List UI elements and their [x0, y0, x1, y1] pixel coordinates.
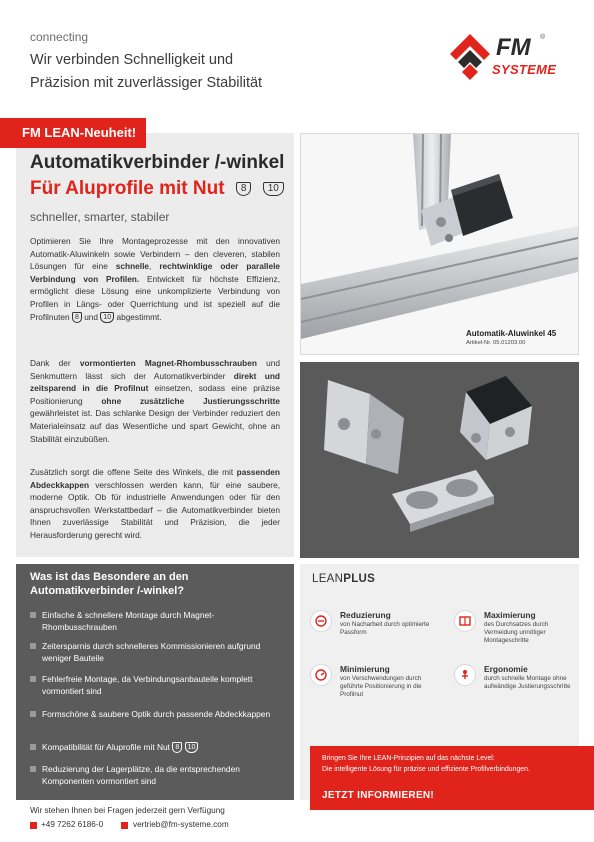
feature-text-compat: [42, 742, 272, 754]
nut-8-icon: 8: [236, 182, 252, 196]
footer-note: Wir stehen Ihnen bei Fragen jederzeit gern Verfügung: [30, 806, 225, 815]
header-headline-line2: Präzision mit zuverlässiger Stabilität: [30, 75, 263, 91]
p1-text-f: abgestimmt.: [114, 311, 162, 322]
footer-phone[interactable]: +49 7262 6186-0: [41, 820, 104, 829]
leanplus-text: des Durchsatzes durch Vermeidung unnötiger Montageschritte: [484, 621, 549, 645]
leanplus-title-b: PLUS: [343, 573, 376, 585]
fm-systeme-logo[interactable]: [448, 28, 574, 84]
phone-icon: [30, 822, 37, 829]
feature-text: Reduzierung der Lagerplätze, da die entsprechenden Komponenten vormontiert sind: [42, 764, 240, 786]
body-paragraph-2: [30, 357, 280, 445]
p1-text-c: ,: [149, 261, 160, 272]
feature-text: Einfache & schnellere Montage durch Magnet-Rhombusschrauben: [42, 610, 215, 632]
product-image-connectors: [300, 362, 579, 558]
cta-line-2: Die intelligente Lösung für präzise und effiziente Profilverbindungen.: [322, 766, 530, 773]
leanplus-title-a: LEAN: [312, 573, 344, 585]
features-heading: Was ist das Besondere an den Automatikverbinder /-winkel?: [30, 571, 189, 597]
p1-bold-2: rechtwinklige oder parallele Verbindung von Profilen.: [30, 261, 280, 284]
nut-10-icon: 10: [263, 182, 284, 196]
nut-10-icon: 10: [185, 742, 199, 753]
bullet-square-icon: [30, 766, 36, 772]
product-subtitle-text: Für Aluprofile mit Nut: [30, 178, 225, 199]
p3-text-c: verschlossen werden kann, für eine saubere, moderne Optik. Ob für industrielle Anwendungen oder für den anspruchsvollen Werkstattbedarf – die Automatikverbinder bieten Ihnen zuverlässige Stabilität und Präzision, die jeder Herausforderung gerecht wird.: [30, 479, 280, 540]
p2-bold-3: ohne zusätzliche Justierungsschritte: [101, 395, 280, 406]
nut-8-icon: 8: [172, 742, 182, 753]
p2-bold-2: direkt und zeitsparend in die Profilnut: [30, 370, 280, 394]
bullet-square-icon: [30, 711, 36, 717]
p3-bold-1: passenden Abdeckkappen: [30, 467, 280, 490]
p1-text-e: und: [81, 311, 101, 322]
logo-registered: ®: [540, 34, 546, 41]
reduce-icon: [310, 610, 332, 632]
leanplus-heading: Ergonomie: [484, 664, 528, 674]
p2-text-c: und Senkmuttern lässt sich der Automatikverbinder: [30, 358, 280, 381]
product-image-profile-assembly: [300, 133, 579, 355]
leanplus-title: [312, 573, 375, 585]
p2-text-e: gewährleistet ist. Das schlanke Design der Verbinder reduziert den Materialeinsatz auf das Wesentliche und spart Gewicht, ohne an Stabilität einzubüßen.: [30, 408, 280, 444]
leanplus-heading: Maximierung: [484, 610, 536, 620]
header-headline-line1: Wir verbinden Schnelligkeit und: [30, 52, 234, 68]
product-tagline: schneller, smarter, stabiler: [30, 210, 170, 224]
bullet-square-icon: [30, 643, 36, 649]
aluminium-profile-illustration-icon: [301, 134, 578, 354]
leanplus-text: durch schnelle Montage ohne aufwändige Justierungsschritte: [484, 675, 571, 691]
nut-10-icon: 10: [100, 312, 114, 323]
image-caption-article-number: Artikel-Nr. 05.01203.00: [466, 340, 526, 346]
p2-bold-1: vormontierten Magnet-Rhombusschrauben: [79, 358, 257, 368]
p1-bold-1: schnelle: [115, 261, 150, 272]
feature-text: Fehlerfreie Montage, da Verbindungsanbauteile komplett vormontiert sind: [42, 674, 253, 696]
new-product-badge: FM LEAN-Neuheit!: [0, 118, 146, 148]
p1-text-a: Optimieren Sie Ihre Montageprozesse mit den innovativen Automatik-Aluwinkeln sowie Verbindern – den cleveren, stabilen Lösungen für eine: [30, 236, 280, 272]
body-paragraph-1: [30, 235, 280, 323]
ergonomics-icon: [454, 664, 476, 686]
throughput-icon: [454, 610, 476, 632]
feature-text: Kompatibilität für Aluprofile mit Nut: [42, 742, 171, 752]
p2-text-d: einsetzen, sodass eine präzise Positionierung: [30, 383, 280, 406]
leanplus-heading: Minimierung: [340, 664, 390, 674]
image-caption-title: Automatik-Aluwinkel 45: [466, 329, 557, 338]
minimize-icon: [310, 664, 332, 686]
connector-parts-illustration-icon: [300, 362, 579, 558]
bullet-square-icon: [30, 676, 36, 682]
cta-line-1: Bringen Sie Ihre LEAN-Prinzipien auf das nächste Level:: [322, 755, 495, 762]
product-subtitle: [30, 178, 284, 200]
body-paragraph-3: [30, 466, 280, 542]
product-title: Automatikverbinder /-winkel: [30, 152, 285, 173]
feature-text: Formschöne & saubere Optik durch passende Abdeckkappen: [42, 709, 271, 719]
leanplus-text: von Nacharbeit durch optimierte Passform: [340, 621, 430, 637]
cta-button[interactable]: JETZT INFORMIEREN!: [322, 790, 435, 801]
leanplus-text: von Verschwendungen durch geführte Positionierung in die Profilnut: [340, 675, 422, 699]
bullet-square-icon: [30, 612, 36, 618]
p2-text-a: Dank der: [30, 358, 80, 368]
feature-text: Zeitersparnis durch schnelleres Kommissionieren aufgrund weniger Bauteile: [42, 641, 261, 663]
p1-text-d: Entwickelt für höchste Effizienz, ermöglicht diese Lösung eine unkomplizierte Verbindung von Profilen in Längs- oder Querrichtung und ist speziell auf die Profilnuten: [30, 273, 280, 322]
logo-text-fm: FM: [496, 34, 531, 61]
nut-8-icon: 8: [72, 312, 82, 323]
footer-email[interactable]: vertrieb@fm-systeme.com: [133, 820, 229, 829]
email-icon: [121, 822, 128, 829]
p3-text-a: Zusätzlich sorgt die offene Seite des Winkels, die mit: [30, 467, 237, 477]
bullet-square-icon: [30, 744, 36, 750]
header-tagline: connecting: [30, 30, 89, 44]
leanplus-heading: Reduzierung: [340, 610, 391, 620]
logo-text-systeme: SYSTEME: [492, 62, 557, 77]
